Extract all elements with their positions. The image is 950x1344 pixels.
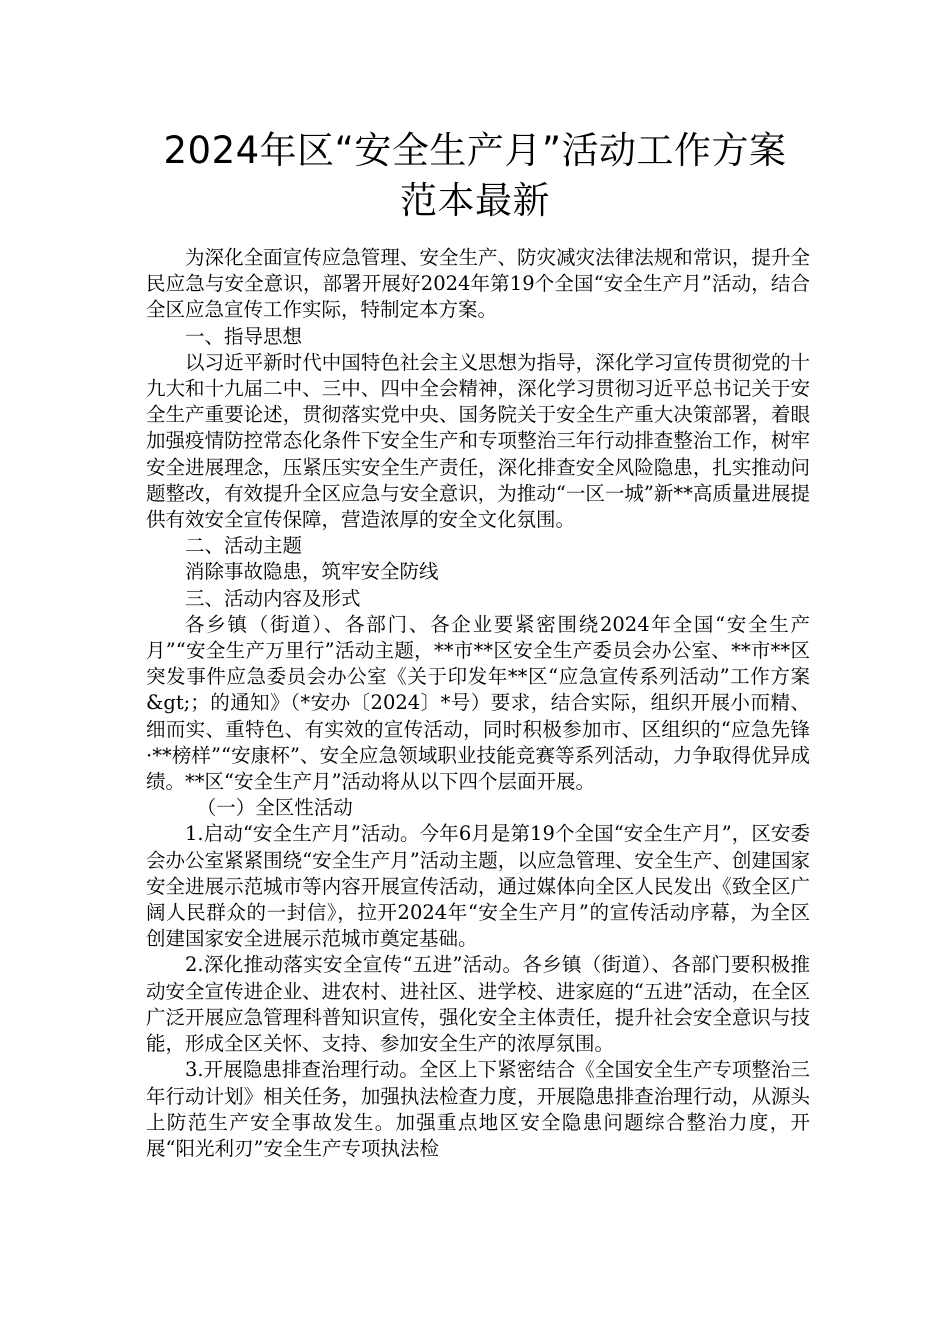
document-body (146, 245, 810, 1162)
activity-theme-paragraph: 消除事故隐患，筑牢安全防线 (185, 560, 439, 584)
activity-content-paragraph: 各乡镇（街道）、各部门、各企业要紧密围绕2024年全国“安全生产月”“安全生产万里行”活动主题，**市**区安全生产委员会办公室、**市**区突发事件应急委员会办公室《关于印发年**区“应急宣传系列活动”工作方案&gt;；的通知》（*安办〔2024〕*号）要求，结合实际，组织开展小而精、细而实、重特色、有实效的宣传活动，同时积极参加市、区组织的“应急先锋·**榜样”“安康杯”、安全应急领域职业技能竞赛等系列活动，力争取得优异成绩。**区“安全生产月”活动将从以下四个层面开展。 (146, 612, 810, 794)
intro-paragraph: 为深化全面宣传应急管理、安全生产、防灾减灾法律法规和常识，提升全民应急与安全意识，部署开展好2024年第19个全国“安全生产月”活动，结合全区应急宣传工作实际，特制定本方案。 (146, 246, 810, 322)
item-3-paragraph: 3.开展隐患排查治理行动。全区上下紧密结合《全国安全生产专项整治三年行动计划》相关任务，加强执法检查力度，开展隐患排查治理行动，从源头上防范生产安全事故发生。加强重点地区安全隐患问题综合整治力度，开展“阳光利刃”安全生产专项执法检 (146, 1058, 810, 1160)
title-line-1: 2024年区“安全生产月”活动工作方案 (163, 129, 787, 172)
section-heading-guiding-ideology: 一、指导思想 (185, 324, 303, 348)
section-heading-activity-theme: 二、活动主题 (185, 534, 303, 558)
guiding-ideology-paragraph: 以习近平新时代中国特色社会主义思想为指导，深化学习宣传贯彻党的十九大和十九届二中、三中、四中全会精神，深化学习贯彻习近平总书记关于安全生产重要论述，贯彻落实党中央、国务院关于安全生产重大决策部署，着眼加强疫情防控常态化条件下安全生产和专项整治三年行动排查整治工作，树牢安全进展理念，压紧压实安全生产责任，深化排查安全风险隐患，扎实推动问题整改，有效提升全区应急与安全意识，为推动“一区一城”新**高质量进展提供有效安全宣传保障，营造浓厚的安全文化氛围。 (146, 350, 810, 532)
section-heading-activity-content: 三、活动内容及形式 (185, 586, 361, 610)
item-1-paragraph: 1.启动“安全生产月”活动。今年6月是第19个全国“安全生产月”，区安委会办公室紧紧围绕“安全生产月”活动主题，以应急管理、安全生产、创建国家安全进展示范城市等内容开展宣传活动，通过媒体向全区人民发出《致全区广阔人民群众的一封信》，拉开2024年“安全生产月”的宣传活动序幕，为全区创建国家安全进展示范城市奠定基础。 (146, 822, 810, 951)
title-line-2: 范本最新 (400, 179, 550, 222)
item-2-paragraph: 2.深化推动落实安全宣传“五进”活动。各乡镇（街道）、各部门要积极推动安全宣传进企业、进农村、进社区、进学校、进家庭的“五进”活动，在全区广泛开展应急管理科普知识宣传，强化安全主体责任，提升社会安全意识与技能，形成全区关怀、支持、参加安全生产的浓厚氛围。 (146, 953, 810, 1056)
subsection-heading-district-activities: （一）全区性活动 (196, 796, 353, 820)
document-title (100, 126, 850, 226)
